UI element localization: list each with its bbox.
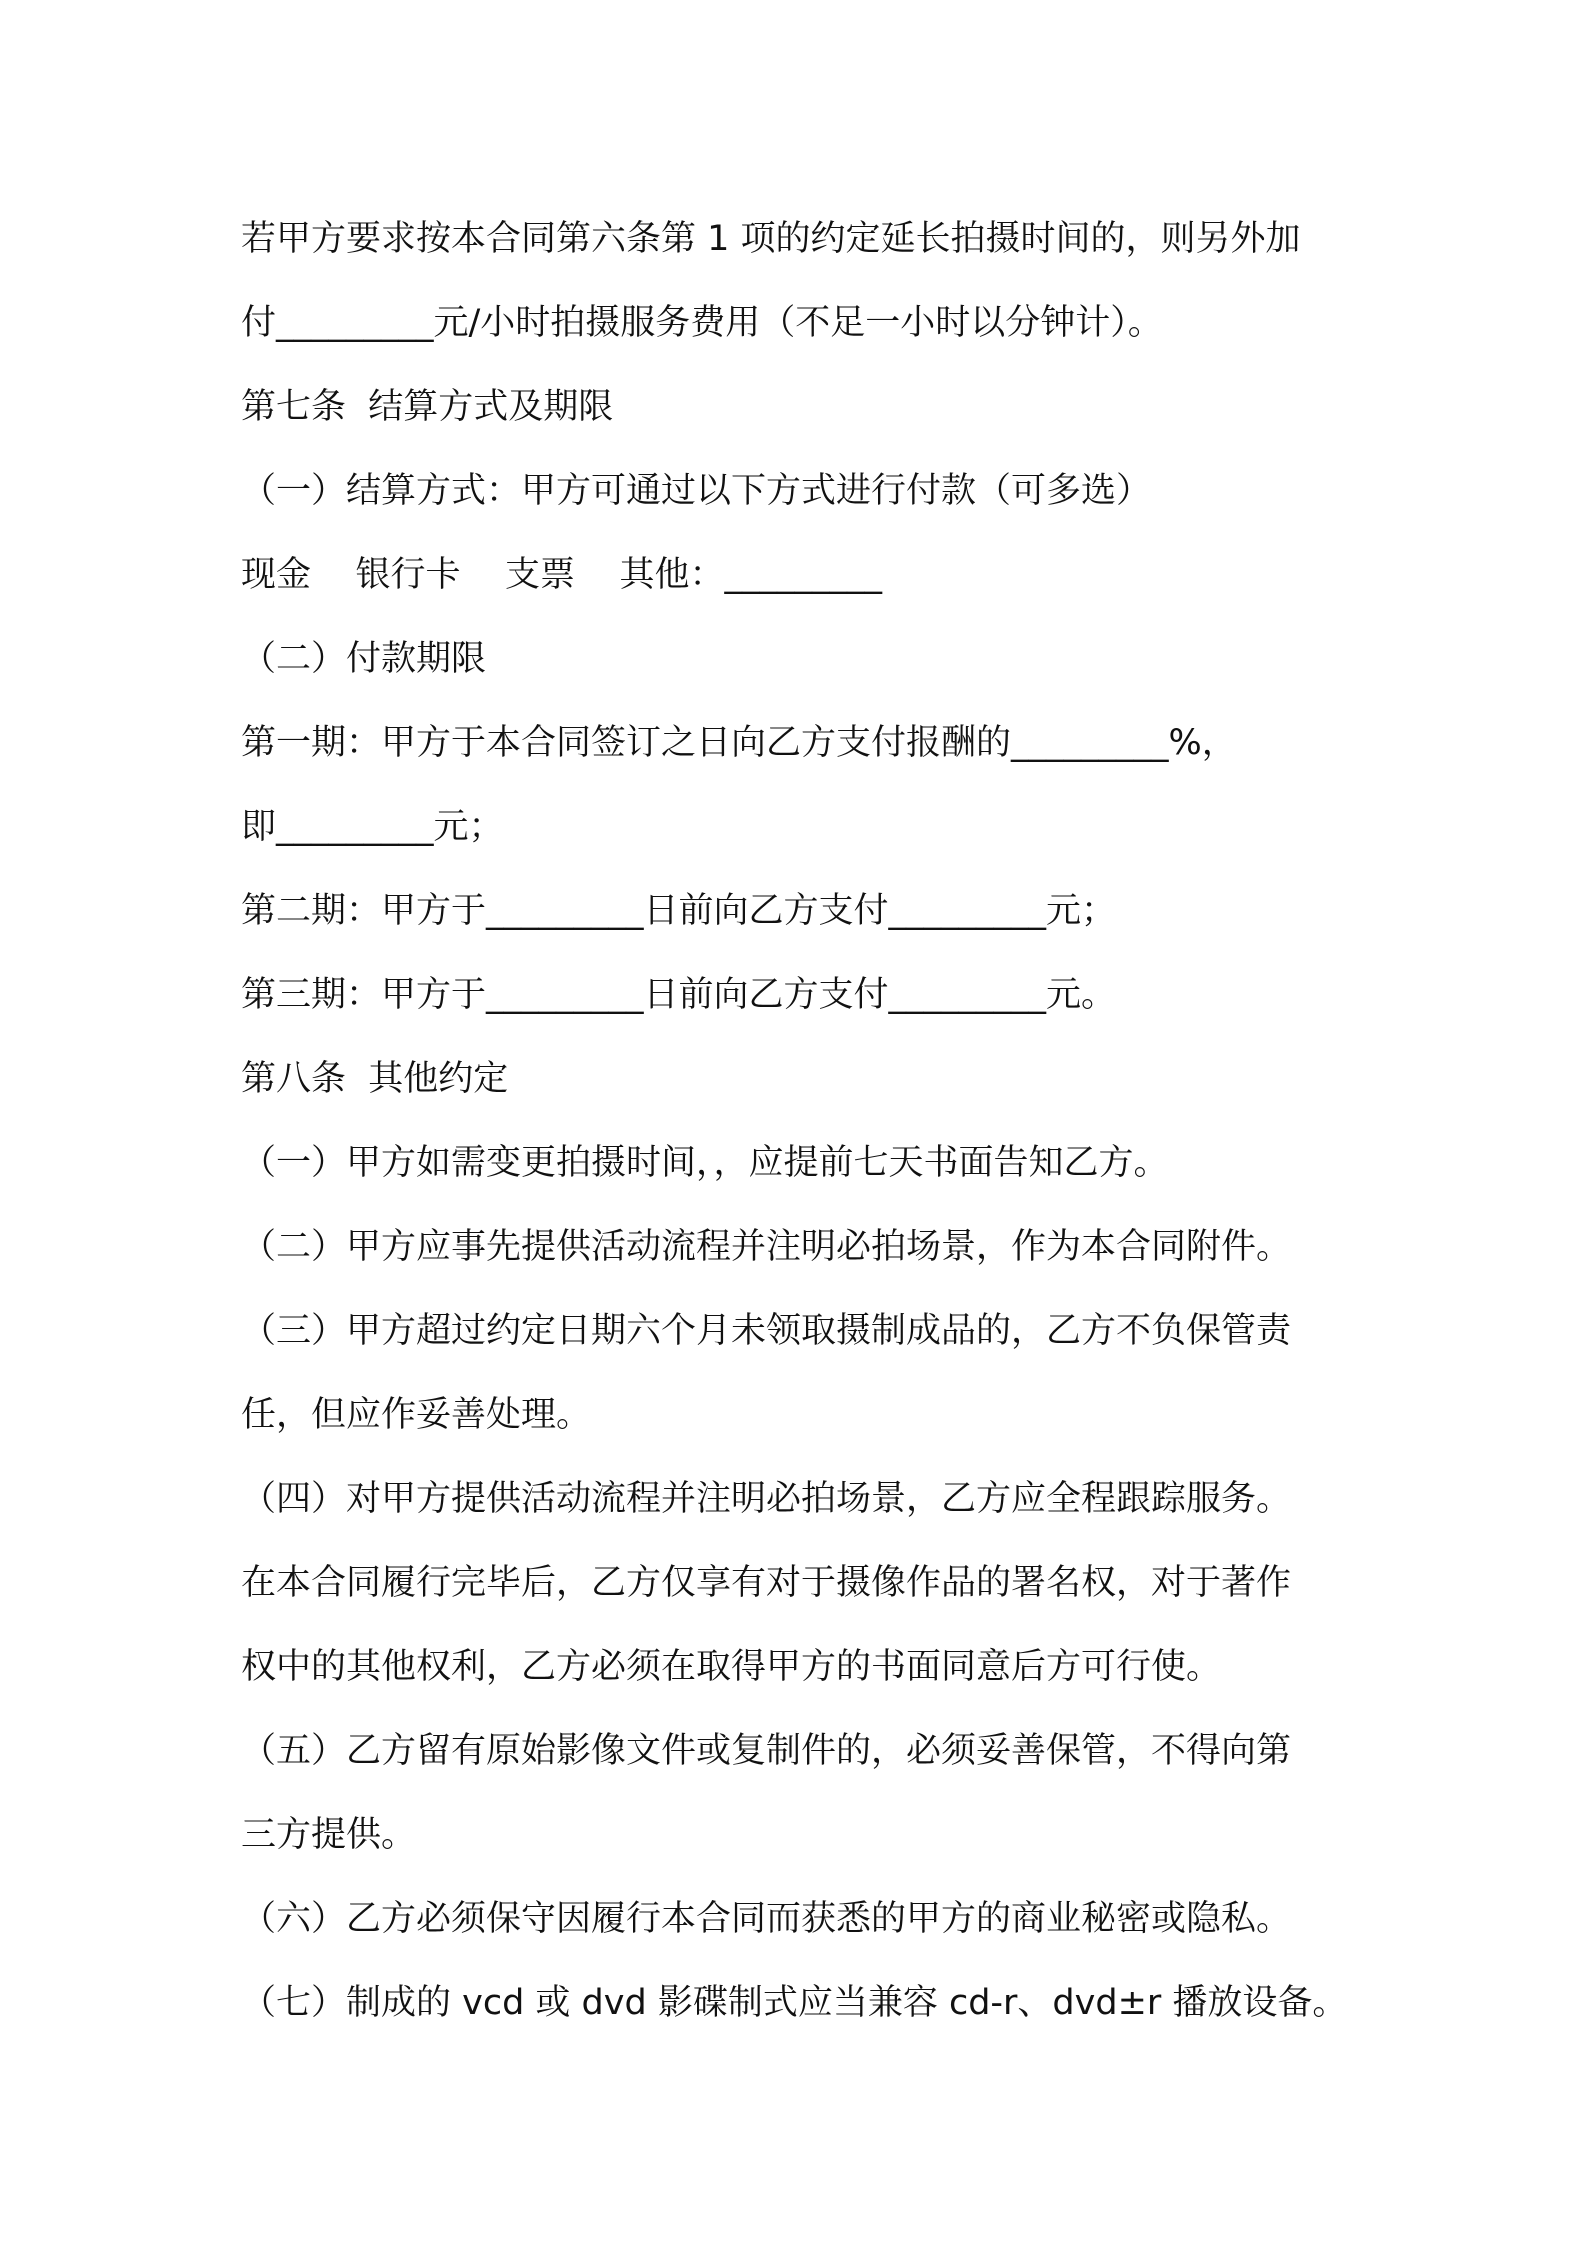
text-line: 若甲方要求按本合同第六条第 1 项的约定延长拍摄时间的，则另外加 [241, 219, 1301, 259]
text-line: （五）乙方留有原始影像文件或复制件的，必须妥善保管，不得向第 [241, 1731, 1292, 1771]
section-heading: 第七条 结算方式及期限 [241, 387, 614, 427]
text-line: （一）甲方如需变更拍摄时间，，应提前七天书面告知乙方。 [241, 1143, 1169, 1183]
text-line: 第一期：甲方于本合同签订之日向乙方支付报酬的_________%， [241, 723, 1237, 763]
text-line: 第二期：甲方于_________日前向乙方支付_________元； [241, 891, 1117, 931]
text-line: （七）制成的 vcd 或 dvd 影碟制式应当兼容 cd-r、dvd±r 播放设备。 [241, 1983, 1348, 2023]
text-line: 即_________元； [241, 807, 504, 847]
text-line: （二）付款期限 [241, 639, 487, 679]
text-line: （二）甲方应事先提供活动流程并注明必拍场景，作为本合同附件。 [241, 1227, 1292, 1267]
payment-options: 现金 银行卡 支票 其他：_________ [241, 555, 883, 595]
text-line: 在本合同履行完毕后，乙方仅享有对于摄像作品的署名权，对于著作 [241, 1563, 1292, 1603]
text-line: 付_________元/小时拍摄服务费用（不足一小时以分钟计）。 [241, 303, 1163, 343]
text-line: （三）甲方超过约定日期六个月未领取摄制成品的，乙方不负保管责 [241, 1311, 1292, 1351]
section-heading: 第八条 其他约定 [241, 1059, 509, 1099]
text-line: （六）乙方必须保守因履行本合同而获悉的甲方的商业秘密或隐私。 [241, 1899, 1292, 1939]
text-line: （四）对甲方提供活动流程并注明必拍场景，乙方应全程跟踪服务。 [241, 1479, 1292, 1519]
text-line: 任，但应作妥善处理。 [241, 1395, 592, 1435]
contract-text [241, 197, 1371, 2045]
text-line: 第三期：甲方于_________日前向乙方支付_________元。 [241, 975, 1117, 1015]
text-line: （一）结算方式：甲方可通过以下方式进行付款（可多选） [241, 471, 1152, 511]
text-line: 权中的其他权利，乙方必须在取得甲方的书面同意后方可行使。 [241, 1647, 1222, 1687]
text-line: 三方提供。 [241, 1815, 417, 1855]
